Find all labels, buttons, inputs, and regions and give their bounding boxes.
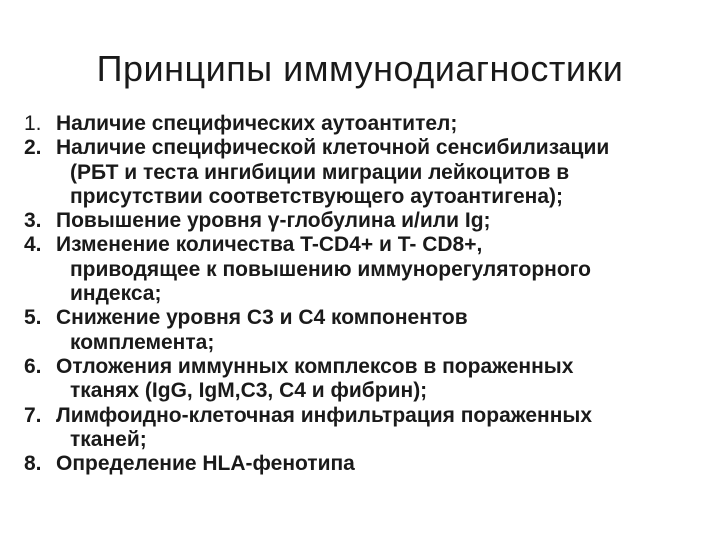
item-number: 5. xyxy=(24,306,42,330)
item-line: индекса; xyxy=(70,282,162,306)
item-line: Изменение количества T-CD4+ и T- CD8+, xyxy=(56,233,483,257)
list-item xyxy=(24,233,704,306)
item-text xyxy=(56,404,704,453)
item-line: Отложения иммунных комплексов в пораженных xyxy=(56,354,574,378)
list-item xyxy=(24,452,704,476)
item-text xyxy=(56,306,704,355)
list-item xyxy=(24,355,704,404)
principles-list xyxy=(24,112,704,476)
item-number: 3. xyxy=(24,209,42,233)
item-line: Определение HLA-фенотипа xyxy=(56,452,355,476)
item-number: 2. xyxy=(24,136,42,160)
list-item xyxy=(24,112,704,136)
item-line: Лимфоидно-клеточная инфильтрация пораженных xyxy=(56,403,593,427)
slide-title: Принципы иммунодиагностики xyxy=(96,48,624,89)
list-item xyxy=(24,306,704,355)
item-number: 4. xyxy=(24,233,42,257)
item-line: тканей; xyxy=(70,427,147,451)
item-line: Наличие специфической клеточной сенсибилизации xyxy=(56,136,610,160)
item-line: тканях (IgG, IgM,C3, C4 и фибрин); xyxy=(70,379,428,403)
item-text xyxy=(56,452,704,476)
item-number: 6. xyxy=(24,354,42,378)
item-text xyxy=(56,209,704,233)
item-text xyxy=(56,233,704,306)
list-item xyxy=(24,136,704,209)
item-line: Наличие специфических аутоантител; xyxy=(56,112,458,135)
item-line: (РБТ и теста ингибиции миграции лейкоцитов в xyxy=(70,160,570,184)
item-number: 8. xyxy=(24,452,42,476)
item-line: присутствии соответствующего аутоантигена); xyxy=(70,184,563,208)
list-item xyxy=(24,404,704,453)
item-text xyxy=(56,112,704,136)
item-line: приводящее к повышению иммунорегуляторного xyxy=(70,257,591,281)
item-number: 7. xyxy=(24,403,42,427)
item-text xyxy=(56,355,704,404)
list-item xyxy=(24,209,704,233)
item-line: комплемента; xyxy=(70,330,215,354)
item-line: Снижение уровня С3 и С4 компонентов xyxy=(56,306,468,330)
item-text xyxy=(56,136,704,209)
item-number: 1. xyxy=(24,112,42,135)
item-line: Повышение уровня γ-глобулина и/или Ig; xyxy=(56,209,491,233)
